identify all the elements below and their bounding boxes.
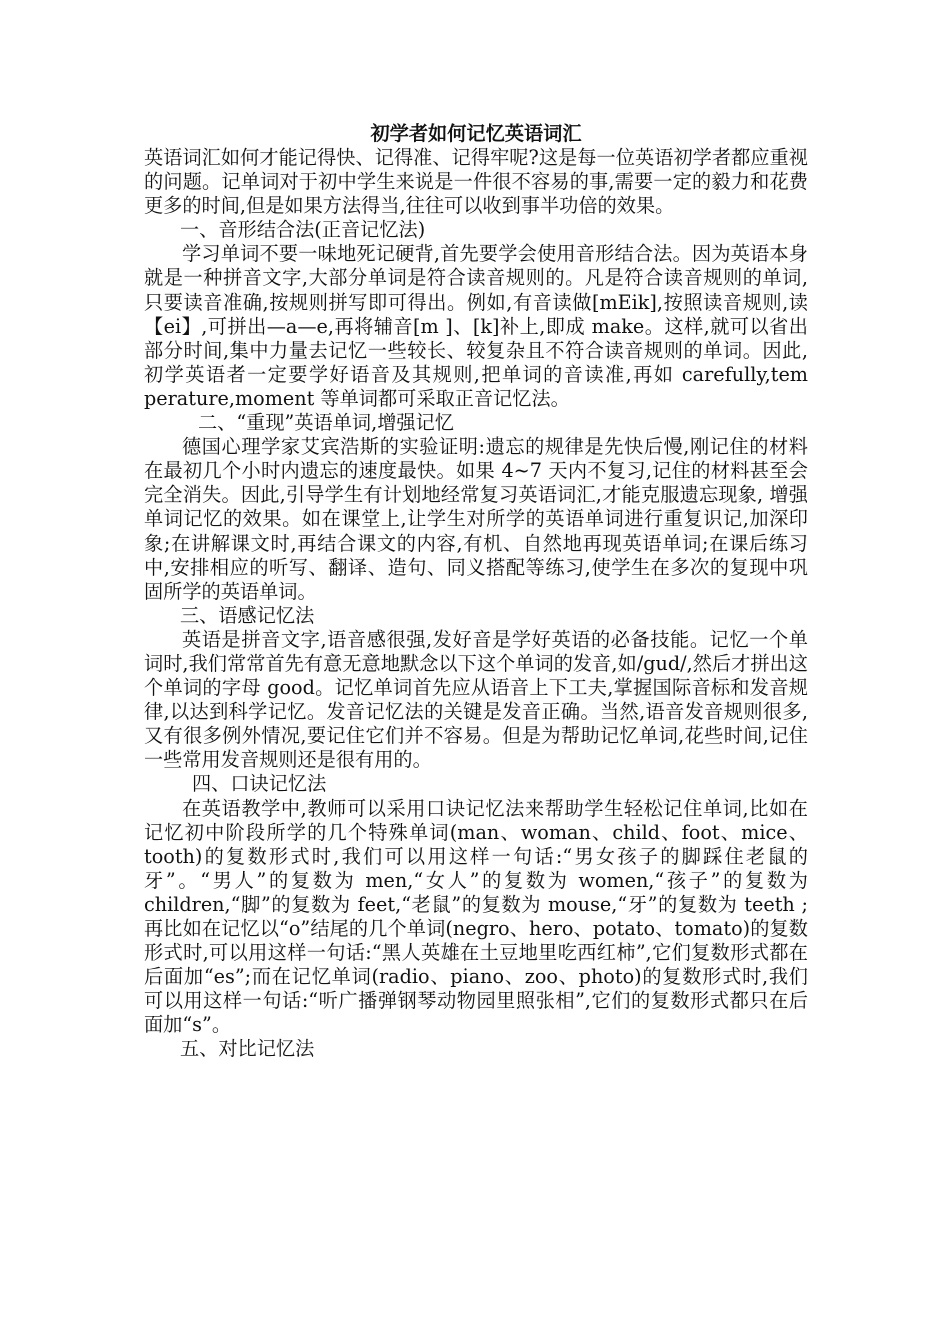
section-body-2: 德国心理学家艾宾浩斯的实验证明:遗忘的规律是先快后慢,刚记住的材料在最初几个小时内遗忘的速度最快。如果 4~7 天内不复习,记住的材料甚至会完全消失。因此,引导学生有计划地经常复习英语词汇,才能克服遗忘现象, 增强单词记忆的效果。如在课堂上,让学生对所学的英语单词进行重复识记,加深印象;在讲解课文时,再结合课文的内容,有机、自然地再现英语单词;在课后练习中,安排相应的听写、翻译、造句、同义搭配等练习,使学生在多次的复现中巩固所学的英语单词。 bbox=[144, 435, 808, 603]
intro-paragraph: 英语词汇如何才能记得快、记得准、记得牢呢?这是每一位英语初学者都应重视的问题。记单词对于初中学生来说是一件很不容易的事,需要一定的毅力和花费更多的时间,但是如果方法得当,往往可以收到事半功倍的效果。 bbox=[144, 146, 808, 218]
section-heading-5: 五、对比记忆法 bbox=[180, 1037, 315, 1061]
section-body-1: 学习单词不要一味地死记硬背,首先要学会使用音形结合法。因为英语本身就是一种拼音文字,大部分单词是符合读音规则的。凡是符合读音规则的单词,只要读音准确,按规则拼写即可得出。例如,有音读做[mEik],按照读音规则,读【ei】,可拼出—a—e,再将辅音[m ]、[k]补上,即成 make。这样,就可以省出部分时间,集中力量去记忆一些较长、较复杂且不符合读音规则的单词。因此,初学英语者一定要学好语音及其规则,把单词的音读准,再如 carefully,tem perature,moment 等单词都可采取正音记忆法。 bbox=[144, 242, 808, 410]
section-heading-3: 三、语感记忆法 bbox=[180, 603, 315, 627]
document-title: 初学者如何记忆英语词汇 bbox=[370, 122, 582, 145]
section-body-4: 在英语教学中,教师可以采用口诀记忆法来帮助学生轻松记住单词,比如在记忆初中阶段所学的几个特殊单词(man、woman、child、foot、mice、tooth)的复数形式时,我们可以用这样一句话:“男女孩子的脚踩住老鼠的牙”。“男人”的复数为 men,“女人”的复数为 women,“孩子”的复数为 children,“脚”的复数为 feet,“老鼠”的复数为 mouse,“牙”的复数为 teeth ;再比如在记忆以“o”结尾的几个单词(negro、hero、potato、tomato)的复数形式时,可以用这样一句话:“黑人英雄在土豆地里吃西红柿”,它们复数形式都在后面加“es”;而在记忆单词(radio、piano、zoo、photo)的复数形式时,我们可以用这样一句话:“听广播弹钢琴动物园里照张相”,它们的复数形式都只在后面加“s”。 bbox=[144, 796, 808, 1037]
section-heading-2: 二、“重现”英语单词,增强记忆 bbox=[198, 411, 454, 435]
document-page bbox=[144, 122, 808, 1062]
section-body-3: 英语是拼音文字,语音感很强,发好音是学好英语的必备技能。记忆一个单词时,我们常常首先有意无意地默念以下这个单词的发音,如/gud/,然后才拼出这个单词的字母 good。记忆单词首先应从语音上下工夫,掌握国际音标和发音规律,以达到科学记忆。发音记忆法的关键是发音正确。当然,语音发音规则很多,又有很多例外情况,要记住它们并不容易。但是为帮助记忆单词,花些时间,记住一些常用发音规则还是很有用的。 bbox=[144, 627, 808, 772]
section-heading-4: 四、口诀记忆法 bbox=[192, 772, 327, 796]
section-heading-1: 一、音形结合法(正音记忆法) bbox=[180, 218, 426, 242]
